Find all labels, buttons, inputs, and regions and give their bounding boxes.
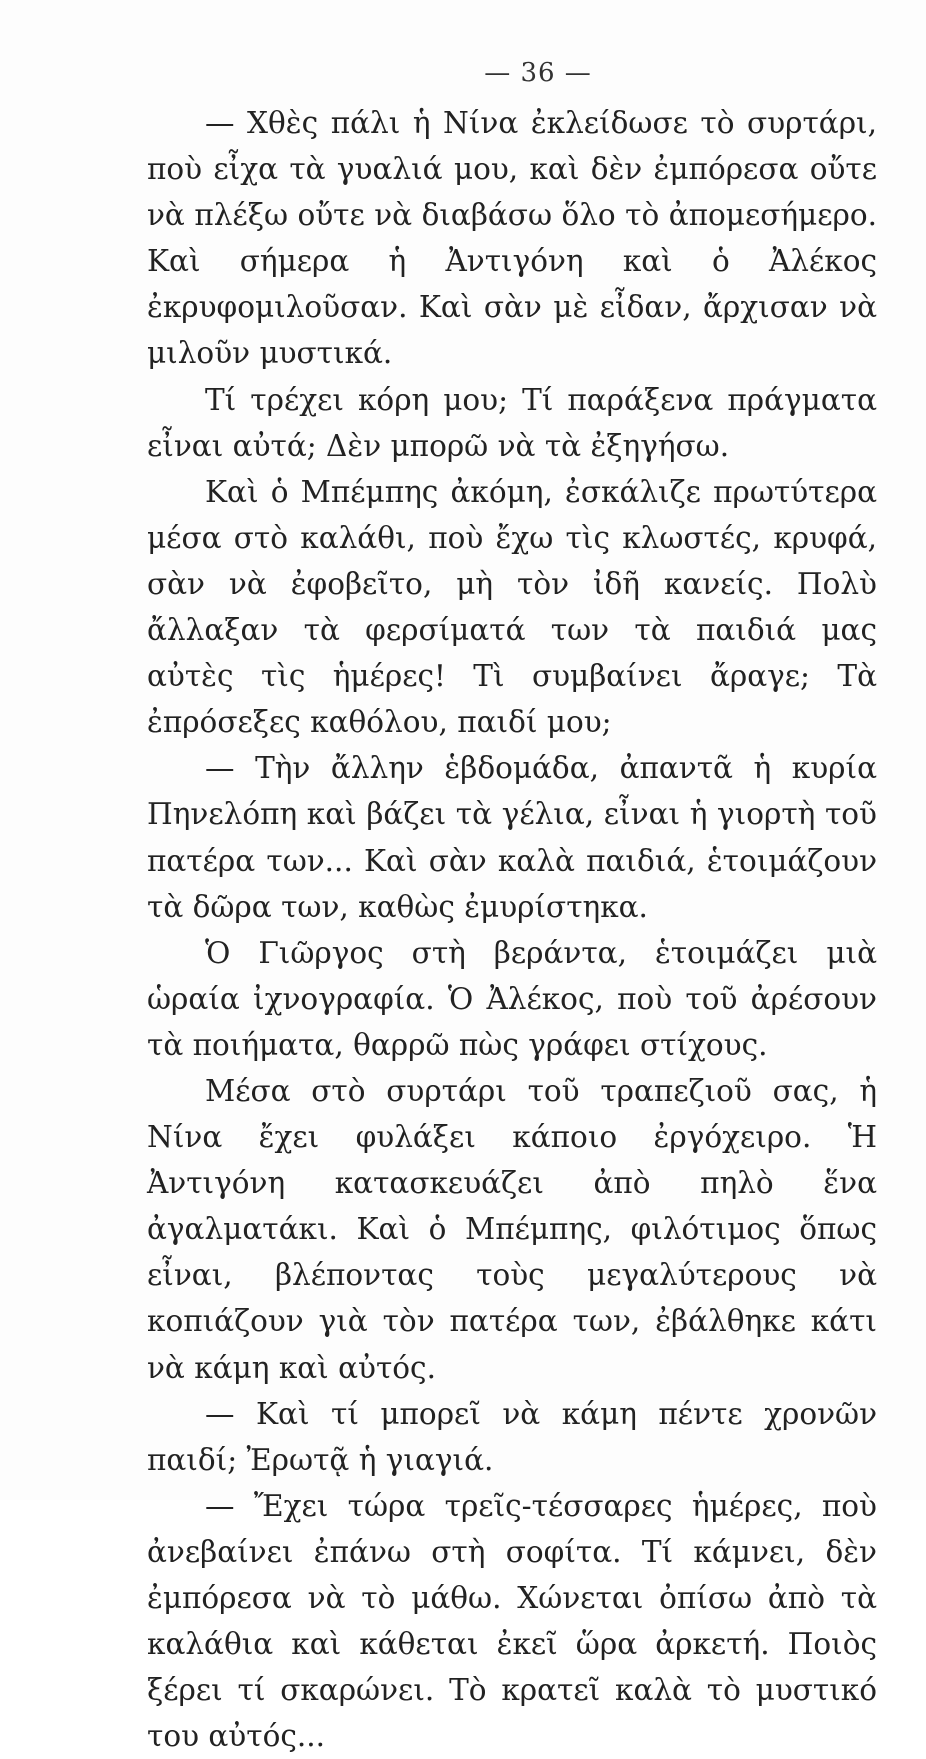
paragraph: Ὁ Γιῶργος στὴ βεράντα, ἑτοιμάζει μιὰ ὡραία ἰχνογραφία. Ὁ Ἀλέκος, ποὺ τοῦ ἀρέσουν τὰ ποιήματα, θαρρῶ πὼς γράφει στίχους. <box>147 935 877 1062</box>
paragraph: — Καὶ τί μπορεῖ νὰ κάμη πέντε χρονῶν παιδί; Ἐρωτᾷ ἡ γιαγιά. <box>147 1396 877 1477</box>
body-text <box>147 100 877 1759</box>
paragraph: — Χθὲς πάλι ἡ Νίνα ἐκλείδωσε τὸ συρτάρι, ποὺ εἶχα τὰ γυαλιά μου, καὶ δὲν ἐμπόρεσα οὔτε νὰ πλέξω οὔτε νὰ διαβάσω ὅλο τὸ ἀπομεσήμερο. Καὶ σήμερα ἡ Ἀντιγόνη καὶ ὁ Ἀλέκος ἐκρυφομιλοῦσαν. Καὶ σὰν μὲ εἶδαν, ἄρχισαν νὰ μιλοῦν μυστικά. <box>147 106 877 371</box>
paragraph: Μέσα στὸ συρτάρι τοῦ τραπεζιοῦ σας, ἡ Νίνα ἔχει φυλάξει κάποιο ἐργόχειρο. Ἡ Ἀντιγόνη κατασκευάζει ἀπὸ πηλὸ ἕνα ἀγαλματάκι. Καὶ ὁ Μπέμπης, φιλότιμος ὅπως εἶναι, βλέποντας τοὺς μεγαλύτερους νὰ κοπιάζουν γιὰ τὸν πατέρα των, ἐβάλθηκε κάτι νὰ κάμη καὶ αὐτός. <box>147 1073 877 1385</box>
paragraph: — Τὴν ἄλλην ἑβδομάδα, ἀπαντᾶ ἡ κυρία Πηνελόπη καὶ βάζει τὰ γέλια, εἶναι ἡ γιορτὴ τοῦ πατέρα των... Καὶ σὰν καλὰ παιδιά, ἑτοιμάζουν τὰ δῶρα των, καθὼς ἐμυρίστηκα. <box>147 751 877 924</box>
paragraph: — Ἔχει τώρα τρεῖς-τέσσαρες ἡμέρες, ποὺ ἀνεβαίνει ἐπάνω στὴ σοφίτα. Τί κάμνει, δὲν ἐμπόρεσα νὰ τὸ μάθω. Χώνεται ὀπίσω ἀπὸ τὰ καλάθια καὶ κάθεται ἐκεῖ ὥρα ἀρκετή. Ποιὸς ξέρει τί σκαρώνει. Τὸ κρατεῖ καλὰ τὸ μυστικό του αὐτός... <box>147 1488 877 1754</box>
paragraph: Καὶ ὁ Μπέμπης ἀκόμη, ἐσκάλιζε πρωτύτερα μέσα στὸ καλάθι, ποὺ ἔχω τὶς κλωστές, κρυφά, σὰν νὰ ἐφοβεῖτο, μὴ τὸν ἰδῆ κανείς. Πολὺ ἄλλαξαν τὰ φερσίματά των τὰ παιδιά μας αὐτὲς τὶς ἡμέρες! Τὶ συμβαίνει ἄραγε; Τὰ ἐπρόσεξες καθόλου, παιδί μου; <box>147 474 877 740</box>
page-number: — 36 — <box>484 58 592 88</box>
paragraph: Τί τρέχει κόρη μου; Τί παράξενα πράγματα εἶναι αὐτά; Δὲν μπορῶ νὰ τὰ ἐξηγήσω. <box>147 382 877 463</box>
